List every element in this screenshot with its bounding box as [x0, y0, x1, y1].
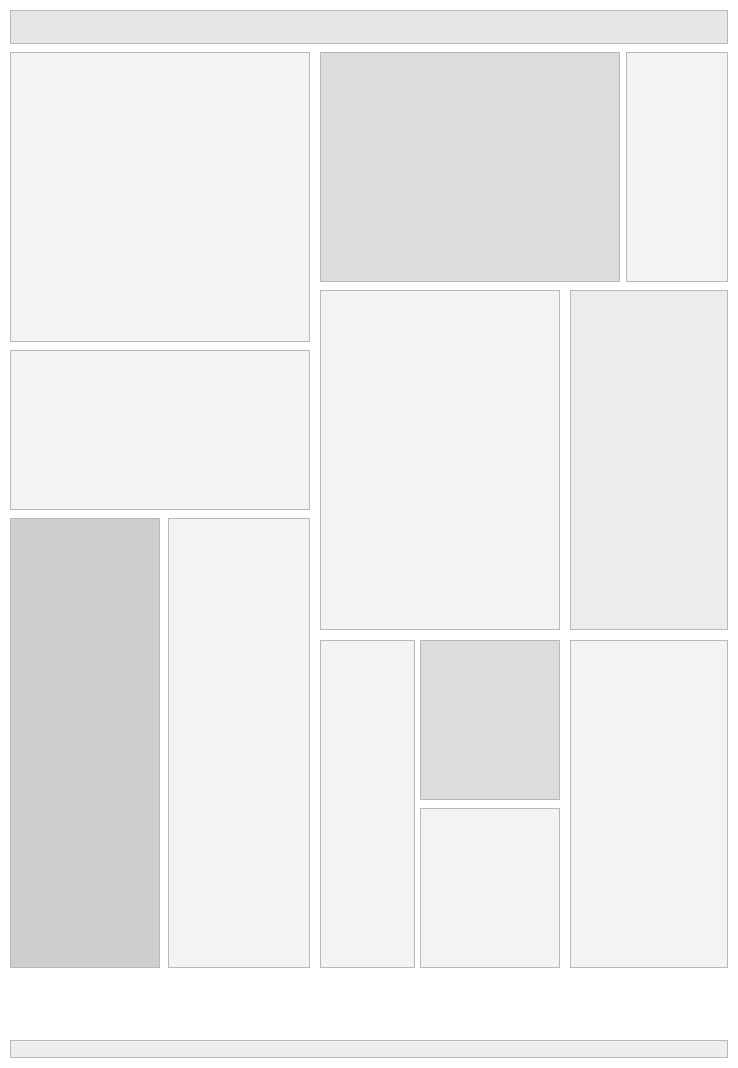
masthead: [10, 10, 728, 44]
supermarket-advert: [10, 518, 160, 968]
lower-right-article: [570, 640, 728, 968]
page-footer: [10, 1040, 728, 1058]
lower-middle-article: [320, 640, 415, 968]
left-short-article: [10, 350, 310, 510]
photo-caption: [626, 52, 728, 282]
lower-photo-article: [420, 808, 560, 968]
middle-article-stack: [168, 518, 310, 968]
lower-photo: [420, 640, 560, 800]
lead-photo: [320, 52, 620, 282]
second-article: [320, 290, 560, 630]
right-promo-block: [570, 290, 728, 630]
lead-article: [10, 52, 310, 342]
